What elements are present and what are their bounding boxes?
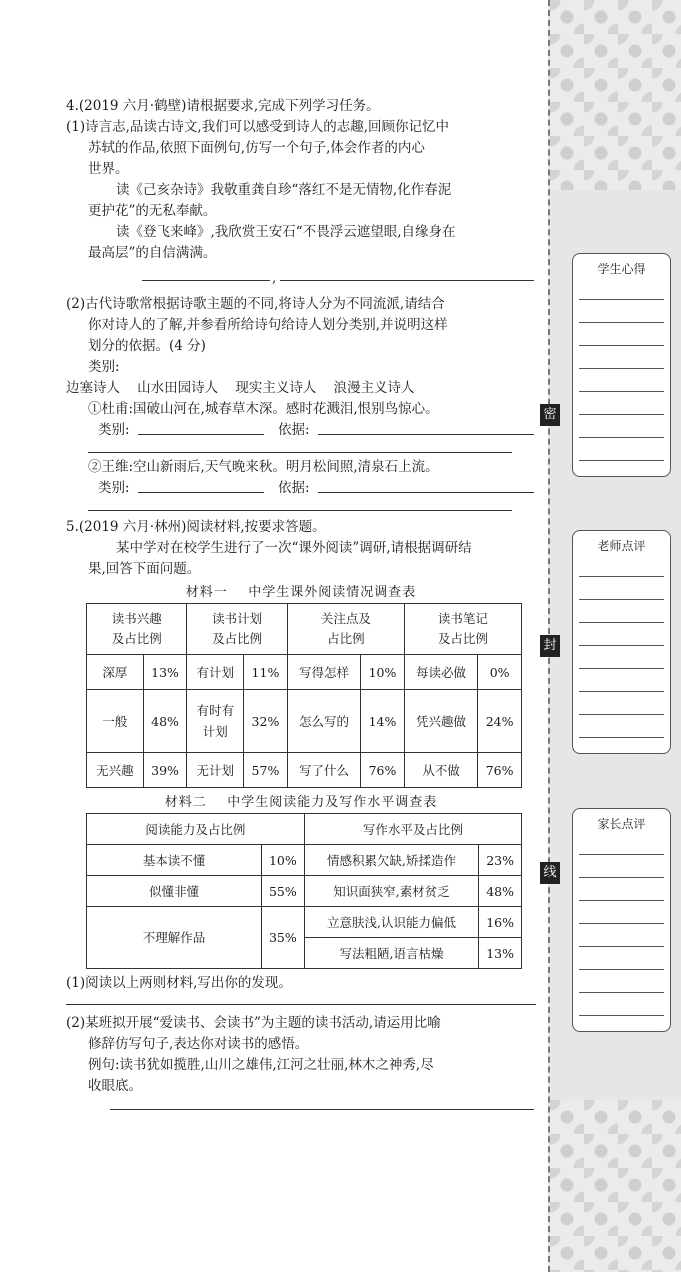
table-row: [87, 655, 522, 690]
cell: 无兴趣: [87, 753, 144, 788]
table2-caption: 材料二 中学生阅读能力及写作水平调查表: [164, 795, 438, 810]
q5-sub2: [66, 1013, 536, 1097]
q4-p2-line: (2)古代诗歌常根据诗歌主题的不同,将诗人分为不同流派,请结合: [66, 296, 445, 312]
table1-caption: 材料一 中学生课外阅读情况调查表: [185, 585, 417, 600]
q4-part1: [66, 117, 536, 264]
type-input-2[interactable]: [138, 478, 264, 493]
q4-p1-line: 世界。: [88, 161, 129, 177]
table1-header: 读书计划 及占比例: [187, 604, 287, 655]
q5-intro: [66, 538, 536, 580]
table-row: [87, 753, 522, 788]
q4-heading: 4.(2019 六月·鹤壁)请根据要求,完成下列学习任务。: [66, 98, 380, 114]
cell: 13%: [143, 655, 187, 690]
cell: 情感积累欠缺,矫揉造作: [304, 845, 479, 876]
cell: 一般: [87, 690, 144, 753]
basis-label: 依据:: [278, 480, 310, 496]
q5-sub2-answer-line[interactable]: [110, 1097, 534, 1110]
comma: ,: [272, 270, 277, 286]
cell: 24%: [478, 690, 522, 753]
q4-part2: [66, 294, 536, 511]
q4-example2-line: 读《登飞来峰》,我欣赏王安石“不畏浮云遮望眼,自缘身在: [116, 224, 456, 240]
q4-p1-line: (1)诗言志,品读古诗文,我们可以感受到诗人的志趣,回顾你记忆中: [66, 119, 449, 135]
cell: 10%: [262, 845, 305, 876]
basis-label: 依据:: [278, 422, 310, 438]
cell: 32%: [244, 690, 288, 753]
poem1-extra-line[interactable]: [88, 442, 512, 453]
table1-header: 读书兴趣 及占比例: [87, 604, 187, 655]
cell: 57%: [244, 753, 288, 788]
table-row: [87, 845, 522, 876]
cell: 48%: [479, 876, 522, 907]
margin-sidebar: [548, 0, 681, 1272]
cell: 有计划: [187, 655, 244, 690]
cell: 从不做: [404, 753, 477, 788]
poem-wang-wei: ②王维:空山新雨后,天气晚来秋。明月松间照,清泉石上流。: [88, 459, 439, 475]
q4-answer-line-1[interactable]: [66, 266, 536, 288]
type-label: 类别:: [98, 480, 130, 496]
cell: 有时有 计划: [187, 690, 244, 753]
q5-intro-line: 某中学对在校学生进行了一次“课外阅读”调研,请根据调研结: [116, 540, 472, 556]
cell: 76%: [361, 753, 405, 788]
decorative-pattern-top: [550, 0, 681, 190]
type-label: 类别:: [98, 422, 130, 438]
cell: 立意肤浅,认识能力偏低: [304, 907, 479, 938]
table-row: [87, 876, 522, 907]
cell: 35%: [262, 907, 305, 969]
cell: 48%: [143, 690, 187, 753]
cell: 39%: [143, 753, 187, 788]
q5-s2-line: 修辞仿写句子,表达你对读书的感悟。: [88, 1036, 309, 1052]
table2-header: 阅读能力及占比例: [87, 814, 305, 845]
cell: 11%: [244, 655, 288, 690]
q4-p1-line: 苏轼的作品,依照下面例句,仿写一个句子,体会作者的内心: [88, 140, 425, 156]
seal-mi: 密: [540, 404, 560, 426]
poem2-extra-line[interactable]: [88, 500, 512, 511]
cell: 0%: [478, 655, 522, 690]
student-notes-box[interactable]: [572, 253, 671, 477]
poem-du-fu: ①杜甫:国破山河在,城春草木深。感时花溅泪,恨别鸟惊心。: [88, 401, 439, 417]
table1-header: 读书笔记 及占比例: [404, 604, 521, 655]
decorative-pattern-bottom: [550, 1100, 681, 1272]
q4-p2-line: 你对诗人的了解,并参看所给诗句给诗人划分类别,并说明这样: [88, 317, 448, 333]
cell: 14%: [361, 690, 405, 753]
cell: 23%: [479, 845, 522, 876]
cell: 深厚: [87, 655, 144, 690]
cell: 13%: [479, 938, 522, 969]
cell: 写法粗陋,语言枯燥: [304, 938, 479, 969]
table-reading-survey: [86, 603, 522, 788]
basis-input-2[interactable]: [318, 478, 534, 493]
q4-example1-line: 读《己亥杂诗》我敬重龚自珍“落红不是无情物,化作春泥: [116, 182, 452, 198]
cell: 76%: [478, 753, 522, 788]
worksheet-main: [66, 96, 536, 1110]
seal-feng: 封: [540, 635, 560, 657]
cell: 写了什么: [287, 753, 360, 788]
example-line: 收眼底。: [88, 1078, 142, 1094]
cell: 55%: [262, 876, 305, 907]
poem2-answer-row: [88, 478, 536, 500]
cell: 无计划: [187, 753, 244, 788]
q5-intro-line: 果,回答下面问题。: [88, 561, 201, 577]
student-notes-title: 学生心得: [597, 262, 646, 276]
q4-p2-line: 划分的依据。(4 分): [88, 338, 206, 354]
type-input-1[interactable]: [138, 420, 264, 435]
parent-comment-title: 家长点评: [597, 817, 646, 831]
q5-s2-line: (2)某班拟开展“爱读书、会读书”为主题的读书活动,请运用比喻: [66, 1015, 441, 1031]
cell: 怎么写的: [287, 690, 360, 753]
cell: 不理解作品: [87, 907, 262, 969]
table1-header: 关注点及 占比例: [287, 604, 404, 655]
parent-comment-box[interactable]: [572, 808, 671, 1032]
q4-example2-line: 最高层”的自信满满。: [88, 245, 217, 261]
cell: 写得怎样: [287, 655, 360, 690]
q5-sub1-answer-line[interactable]: [66, 994, 536, 1005]
poem1-answer-row: [88, 420, 536, 442]
table-ability-survey: [86, 813, 522, 969]
cell: 16%: [479, 907, 522, 938]
example-line: 例句:读书犹如揽胜,山川之雄伟,江河之壮丽,林木之神秀,尽: [88, 1057, 434, 1073]
cell: 基本读不懂: [87, 845, 262, 876]
table2-header: 写作水平及占比例: [304, 814, 521, 845]
category-list: 边塞诗人 山水田园诗人 现实主义诗人 浪漫主义诗人: [66, 380, 415, 396]
cell: 知识面狭窄,素材贫乏: [304, 876, 479, 907]
cell: 似懂非懂: [87, 876, 262, 907]
q5-sub1: (1)阅读以上两则材料,写出你的发现。: [66, 975, 292, 991]
table-row: [87, 907, 522, 938]
category-label: 类别:: [88, 359, 120, 375]
table-row: [87, 690, 522, 753]
cell: 10%: [361, 655, 405, 690]
teacher-comment-title: 老师点评: [597, 539, 646, 553]
cell: 每读必做: [404, 655, 477, 690]
basis-input-1[interactable]: [318, 420, 534, 435]
q4-example1-line: 更护花”的无私奉献。: [88, 203, 217, 219]
q5-heading: 5.(2019 六月·林州)阅读材料,按要求答题。: [66, 519, 326, 535]
cell: 凭兴趣做: [404, 690, 477, 753]
teacher-comment-box[interactable]: [572, 530, 671, 754]
seal-xian: 线: [540, 862, 560, 884]
